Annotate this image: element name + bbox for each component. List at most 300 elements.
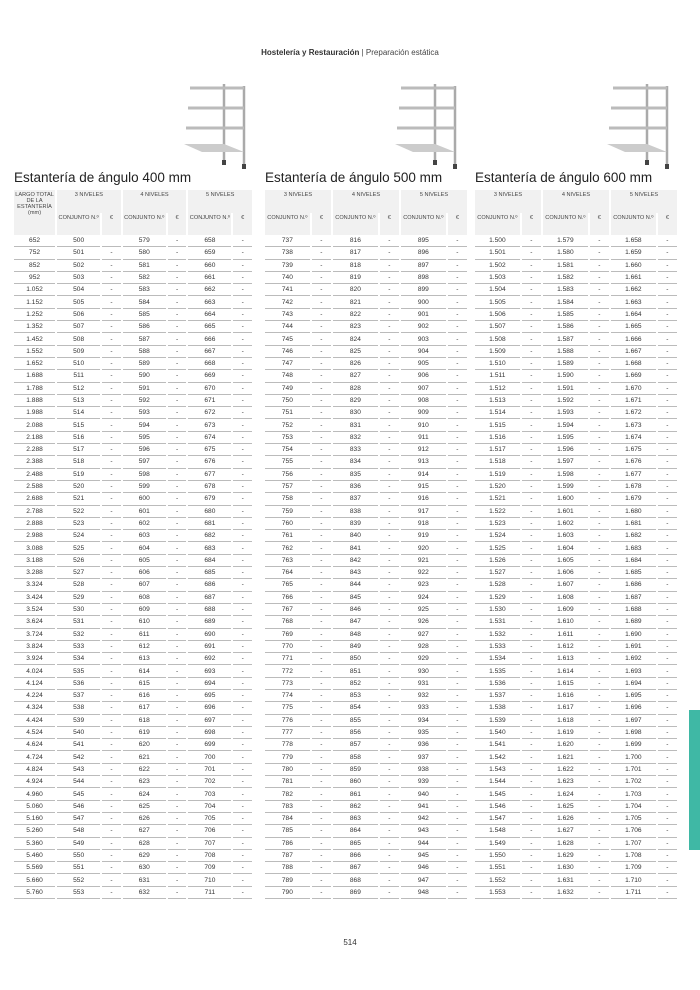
set-number-cell: 1.659 [611,247,656,259]
price-cell: - [658,493,677,505]
price-cell: - [233,530,252,542]
price-cell: - [168,813,187,825]
price-cell: - [168,887,187,899]
price-cell: - [658,727,677,739]
price-cell: - [102,776,121,788]
level-header: 3 NIVELES [57,190,121,213]
price-cell: - [233,850,252,862]
price-cell: - [312,567,331,579]
price-cell: - [590,850,609,862]
price-cell: - [102,751,121,763]
price-cell: - [658,383,677,395]
set-number-cell: 868 [333,874,378,886]
set-number-cell: 1.587 [543,333,588,345]
price-cell: - [102,395,121,407]
set-number-cell: 757 [265,481,310,493]
price-cell: - [658,592,677,604]
set-number-cell: 763 [265,555,310,567]
table-row [475,272,677,284]
table-row [14,604,252,616]
table-row [14,776,252,788]
length-cell: 652 [14,235,55,247]
set-number-cell: 622 [123,764,166,776]
price-cell: - [168,346,187,358]
set-number-header: CONJUNTO N.º [543,213,588,235]
table-row [265,665,467,677]
table-row [265,456,467,468]
set-number-cell: 1.595 [543,432,588,444]
price-cell: - [380,321,399,333]
price-cell: - [233,727,252,739]
price-cell: - [312,358,331,370]
length-cell: 1.152 [14,296,55,308]
set-number-cell: 819 [333,272,378,284]
set-number-cell: 947 [401,874,446,886]
price-cell: - [658,850,677,862]
set-number-cell: 764 [265,567,310,579]
set-number-cell: 1.710 [611,874,656,886]
set-number-cell: 1.547 [475,813,520,825]
set-number-cell: 749 [265,383,310,395]
price-cell: - [168,530,187,542]
price-cell: - [658,247,677,259]
length-cell: 4.524 [14,727,55,739]
price-cell: - [312,665,331,677]
price-cell: - [658,407,677,419]
price-cell: - [102,555,121,567]
price-cell: - [522,776,541,788]
price-cell: - [233,555,252,567]
set-number-cell: 939 [401,776,446,788]
table-row [265,850,467,862]
set-number-cell: 1.613 [543,653,588,665]
price-cell: - [168,825,187,837]
price-cell: - [590,296,609,308]
set-number-cell: 1.579 [543,235,588,247]
price-cell: - [380,506,399,518]
set-number-cell: 683 [188,542,231,554]
price-header: € [590,213,609,235]
set-number-cell: 737 [265,235,310,247]
table-row [475,370,677,382]
set-number-cell: 927 [401,629,446,641]
price-cell: - [312,444,331,456]
table-row [475,518,677,530]
level-header: 3 NIVELES [265,190,331,213]
price-cell: - [590,370,609,382]
set-number-cell: 1.676 [611,456,656,468]
set-number-cell: 506 [57,309,100,321]
set-number-cell: 828 [333,383,378,395]
set-number-cell: 526 [57,555,100,567]
set-number-cell: 769 [265,629,310,641]
set-number-cell: 590 [123,370,166,382]
price-cell: - [168,247,187,259]
set-number-cell: 538 [57,702,100,714]
price-header: € [312,213,331,235]
table-row [14,751,252,763]
set-number-cell: 1.665 [611,321,656,333]
set-number-cell: 517 [57,444,100,456]
table-row [265,321,467,333]
price-cell: - [380,235,399,247]
set-number-cell: 1.536 [475,678,520,690]
set-number-cell: 628 [123,838,166,850]
price-cell: - [233,665,252,677]
set-number-cell: 702 [188,776,231,788]
table-row [265,813,467,825]
price-cell: - [312,788,331,800]
price-cell: - [102,825,121,837]
price-cell: - [233,346,252,358]
price-cell: - [380,309,399,321]
set-number-cell: 611 [123,629,166,641]
price-cell: - [448,395,467,407]
length-cell: 3.824 [14,641,55,653]
price-cell: - [590,751,609,763]
price-cell: - [658,579,677,591]
set-number-cell: 775 [265,702,310,714]
set-number-cell: 946 [401,862,446,874]
price-cell: - [590,432,609,444]
table-row [14,481,252,493]
price-cell: - [448,272,467,284]
set-number-cell: 689 [188,616,231,628]
price-cell: - [380,518,399,530]
set-number-cell: 594 [123,419,166,431]
set-number-cell: 823 [333,321,378,333]
price-cell: - [102,358,121,370]
table-row [14,764,252,776]
set-number-cell: 1.505 [475,296,520,308]
set-number-cell: 593 [123,407,166,419]
price-cell: - [590,555,609,567]
table-row [265,506,467,518]
set-number-cell: 1.667 [611,346,656,358]
price-cell: - [590,530,609,542]
set-number-cell: 666 [188,333,231,345]
set-number-cell: 501 [57,247,100,259]
price-cell: - [522,518,541,530]
price-cell: - [448,604,467,616]
price-cell: - [522,838,541,850]
price-cell: - [102,407,121,419]
set-number-cell: 550 [57,850,100,862]
table-row [475,296,677,308]
table-row [14,592,252,604]
set-number-cell: 520 [57,481,100,493]
table-row [14,506,252,518]
price-cell: - [590,419,609,431]
set-number-cell: 1.663 [611,296,656,308]
length-cell: 1.652 [14,358,55,370]
price-cell: - [233,333,252,345]
price-cell: - [312,641,331,653]
length-cell: 2.088 [14,419,55,431]
set-number-cell: 1.672 [611,407,656,419]
price-cell: - [312,407,331,419]
set-number-cell: 659 [188,247,231,259]
price-cell: - [522,506,541,518]
set-number-cell: 1.677 [611,469,656,481]
price-cell: - [312,592,331,604]
shelf-image [182,80,262,170]
set-number-cell: 1.658 [611,235,656,247]
length-cell: 3.624 [14,616,55,628]
price-cell: - [590,702,609,714]
price-cell: - [233,481,252,493]
price-table [473,190,679,899]
set-number-cell: 1.593 [543,407,588,419]
set-number-cell: 1.673 [611,419,656,431]
level-header: 3 NIVELES [475,190,541,213]
price-header: € [380,213,399,235]
set-number-cell: 1.627 [543,825,588,837]
set-number-cell: 504 [57,284,100,296]
set-number-cell: 1.608 [543,592,588,604]
price-cell: - [312,850,331,862]
set-number-cell: 1.625 [543,801,588,813]
table-row [475,444,677,456]
table-row [14,296,252,308]
price-cell: - [233,715,252,727]
set-number-cell: 704 [188,801,231,813]
set-number-cell: 1.705 [611,813,656,825]
set-number-cell: 1.708 [611,850,656,862]
set-number-cell: 907 [401,383,446,395]
price-cell: - [102,838,121,850]
set-number-cell: 1.619 [543,727,588,739]
table-row [14,530,252,542]
set-number-cell: 1.506 [475,309,520,321]
price-cell: - [522,395,541,407]
price-cell: - [522,739,541,751]
set-number-cell: 839 [333,518,378,530]
price-cell: - [522,284,541,296]
set-number-cell: 1.510 [475,358,520,370]
table-row [14,358,252,370]
set-number-cell: 822 [333,309,378,321]
set-number-cell: 787 [265,850,310,862]
set-number-cell: 1.609 [543,604,588,616]
price-cell: - [312,370,331,382]
price-cell: - [590,272,609,284]
price-cell: - [102,801,121,813]
set-number-cell: 1.535 [475,665,520,677]
set-number-cell: 780 [265,764,310,776]
set-number-cell: 1.689 [611,616,656,628]
set-number-cell: 533 [57,641,100,653]
set-number-cell: 519 [57,469,100,481]
price-cell: - [312,395,331,407]
price-cell: - [233,604,252,616]
price-cell: - [233,395,252,407]
price-cell: - [448,555,467,567]
set-number-cell: 512 [57,383,100,395]
price-cell: - [168,874,187,886]
table-row [14,247,252,259]
price-cell: - [102,506,121,518]
price-cell: - [448,751,467,763]
table-row [14,333,252,345]
price-cell: - [448,247,467,259]
price-cell: - [312,838,331,850]
price-cell: - [233,801,252,813]
price-cell: - [590,235,609,247]
table-row [14,874,252,886]
table-row [14,346,252,358]
set-number-cell: 632 [123,887,166,899]
set-number-cell: 685 [188,567,231,579]
set-number-cell: 1.617 [543,702,588,714]
set-number-cell: 1.502 [475,260,520,272]
price-cell: - [233,862,252,874]
table-row [475,309,677,321]
price-cell: - [658,604,677,616]
price-cell: - [102,629,121,641]
price-cell: - [168,715,187,727]
price-cell: - [448,469,467,481]
set-number-cell: 591 [123,383,166,395]
set-number-cell: 626 [123,813,166,825]
price-cell: - [658,309,677,321]
length-cell: 1.888 [14,395,55,407]
price-cell: - [658,629,677,641]
price-cell: - [448,567,467,579]
price-cell: - [522,235,541,247]
set-number-cell: 615 [123,678,166,690]
price-cell: - [312,702,331,714]
price-cell: - [658,665,677,677]
set-number-cell: 508 [57,333,100,345]
set-number-cell: 742 [265,296,310,308]
price-cell: - [380,874,399,886]
set-number-cell: 692 [188,653,231,665]
price-cell: - [233,690,252,702]
price-cell: - [522,727,541,739]
table-row [14,813,252,825]
price-cell: - [590,727,609,739]
set-number-cell: 1.607 [543,579,588,591]
table-row [265,727,467,739]
price-cell: - [522,321,541,333]
set-number-cell: 581 [123,260,166,272]
set-number-cell: 913 [401,456,446,468]
price-cell: - [448,493,467,505]
set-number-cell: 771 [265,653,310,665]
price-cell: - [380,444,399,456]
set-number-cell: 1.675 [611,444,656,456]
price-cell: - [380,333,399,345]
price-cell: - [658,321,677,333]
set-number-cell: 928 [401,641,446,653]
price-cell: - [448,776,467,788]
set-number-cell: 866 [333,850,378,862]
level-header: 4 NIVELES [123,190,187,213]
table-row [14,395,252,407]
set-number-cell: 580 [123,247,166,259]
table-row [475,456,677,468]
price-cell: - [312,506,331,518]
price-cell: - [312,764,331,776]
price-cell: - [168,469,187,481]
set-number-cell: 690 [188,629,231,641]
table-row [14,432,252,444]
table-row [475,346,677,358]
price-cell: - [658,272,677,284]
price-cell: - [590,358,609,370]
length-cell: 3.188 [14,555,55,567]
set-number-cell: 509 [57,346,100,358]
set-number-cell: 1.611 [543,629,588,641]
set-number-cell: 1.669 [611,370,656,382]
set-number-cell: 606 [123,567,166,579]
set-number-cell: 740 [265,272,310,284]
price-cell: - [590,469,609,481]
table-row [475,469,677,481]
length-cell: 3.524 [14,604,55,616]
set-number-cell: 943 [401,825,446,837]
set-number-cell: 620 [123,739,166,751]
length-cell: 2.288 [14,444,55,456]
set-number-cell: 678 [188,481,231,493]
price-cell: - [522,542,541,554]
table-row [475,887,677,899]
table-row [14,260,252,272]
table-row [14,383,252,395]
set-number-cell: 869 [333,887,378,899]
set-number-cell: 922 [401,567,446,579]
table-row [14,678,252,690]
price-cell: - [312,542,331,554]
table-row [265,629,467,641]
price-cell: - [658,690,677,702]
set-number-cell: 618 [123,715,166,727]
set-number-cell: 1.514 [475,407,520,419]
price-cell: - [590,395,609,407]
set-number-cell: 696 [188,702,231,714]
set-number-cell: 1.540 [475,727,520,739]
table-row [475,235,677,247]
price-cell: - [448,850,467,862]
set-number-cell: 759 [265,506,310,518]
set-number-cell: 902 [401,321,446,333]
set-number-cell: 667 [188,346,231,358]
price-cell: - [233,235,252,247]
set-number-cell: 920 [401,542,446,554]
set-number-cell: 772 [265,665,310,677]
set-number-cell: 770 [265,641,310,653]
price-cell: - [658,715,677,727]
set-number-cell: 661 [188,272,231,284]
price-cell: - [102,346,121,358]
price-cell: - [448,296,467,308]
price-cell: - [168,665,187,677]
price-cell: - [658,506,677,518]
length-cell: 4.960 [14,788,55,800]
set-number-cell: 1.668 [611,358,656,370]
set-number-cell: 679 [188,493,231,505]
section-tab [689,710,700,850]
price-cell: - [590,506,609,518]
set-number-cell: 682 [188,530,231,542]
price-cell: - [380,383,399,395]
price-cell: - [380,776,399,788]
length-cell: 2.788 [14,506,55,518]
length-cell: 1.452 [14,333,55,345]
set-number-cell: 781 [265,776,310,788]
price-cell: - [448,506,467,518]
